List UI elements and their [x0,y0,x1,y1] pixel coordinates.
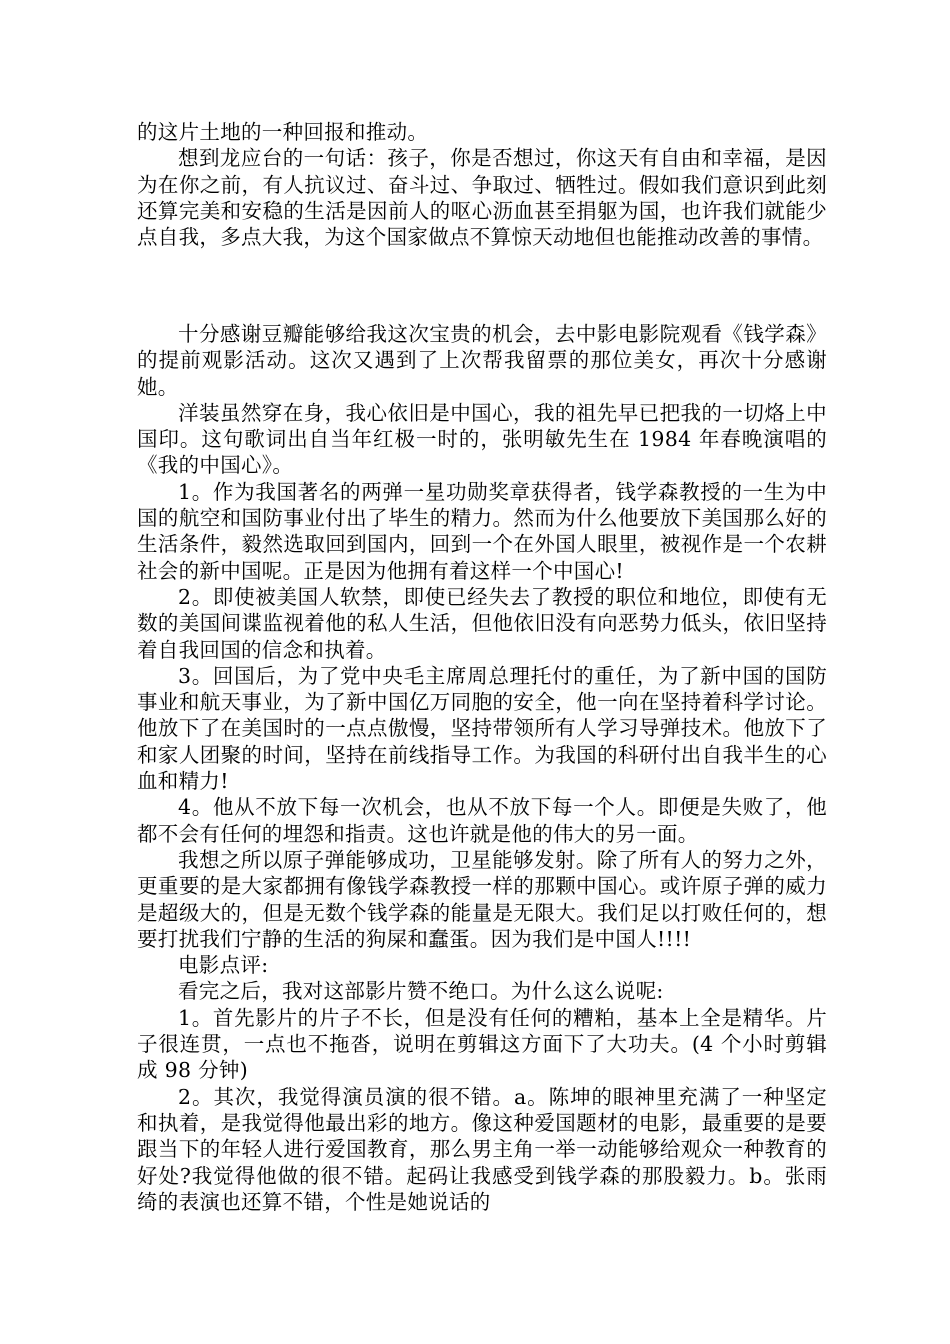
paragraph: 洋装虽然穿在身，我心依旧是中国心，我的祖先早已把我的一切烙上中国印。这句歌词出自当年红极一时的，张明敏先生在 1984 年春晚演唱的《我的中国心》。 [137,400,827,478]
paragraph: 1。首先影片的片子不长，但是没有任何的糟粕，基本上全是精华。片子很连贯，一点也不拖沓，说明在剪辑这方面下了大功夫。(4 个小时剪辑成 98 分钟) [137,1005,827,1083]
paragraph: 4。他从不放下每一次机会，也从不放下每一个人。即便是失败了，他都不会有任何的埋怨和指责。这也许就是他的伟大的另一面。 [137,795,827,846]
paragraph: 1。作为我国著名的两弹一星功勋奖章获得者，钱学森教授的一生为中国的航空和国防事业付出了毕生的精力。然而为什么他要放下美国那么好的生活条件，毅然选取回到国内，回到一个在外国人眼里，被视作是一个农耕社会的新中国呢。正是因为他拥有着这样一个中国心! [137,479,827,583]
paragraph: 想到龙应台的一句话：孩子，你是否想过，你这天有自由和幸福，是因为在你之前，有人抗议过、奋斗过、争取过、牺牲过。假如我们意识到此刻还算完美和安稳的生活是因前人的呕心沥血甚至捐躯为国，也许我们就能少点自我，多点大我，为这个国家做点不算惊天动地但也能推动改善的事情。 [137,146,827,250]
paragraph: 我想之所以原子弹能够成功，卫星能够发射。除了所有人的努力之外，更重要的是大家都拥有像钱学森教授一样的那颗中国心。或许原子弹的威力是超级大的，但是无数个钱学森的能量是无限大。我们足以打败任何的，想要打扰我们宁静的生活的狗屎和蠢蛋。因为我们是中国人!!!! [137,847,827,951]
paragraph: 3。回国后，为了党中央毛主席周总理托付的重任，为了新中国的国防事业和航天事业，为了新中国亿万同胞的安全，他一向在坚持着科学讨论。他放下了在美国时的一点点傲慢，坚持带领所有人学习导弹技术。他放下了和家人团聚的时间，坚持在前线指导工作。为我国的科研付出自我半生的心血和精力! [137,663,827,794]
paragraph: 2。其次，我觉得演员演的很不错。a。陈坤的眼神里充满了一种坚定和执着，是我觉得他最出彩的地方。像这种爱国题材的电影，最重要的是要跟当下的年轻人进行爱国教育，那么男主角一举一动能够给观众一种教育的好处?我觉得他做的很不错。起码让我感受到钱学森的那股毅力。b。张雨绮的表演也还算不错，个性是她说话的 [137,1084,827,1214]
paragraph: 看完之后，我对这部影片赞不绝口。为什么这么说呢: [178,979,664,1004]
text-section-2 [137,321,827,1215]
text-section-1 [137,119,827,250]
paragraph: 十分感谢豆瓣能够给我这次宝贵的机会，去中影电影院观看《钱学森》的提前观影活动。这次又遇到了上次帮我留票的那位美女，再次十分感谢她。 [137,322,827,399]
section-heading: 电影点评: [178,953,269,978]
paragraph: 的这片土地的一种回报和推动。 [137,120,429,144]
paragraph: 2。即使被美国人软禁，即使已经失去了教授的职位和地位，即使有无数的美国间谍监视着他的私人生活，但他依旧没有向恶势力低头，依旧坚持着自我回国的信念和执着。 [137,584,827,662]
